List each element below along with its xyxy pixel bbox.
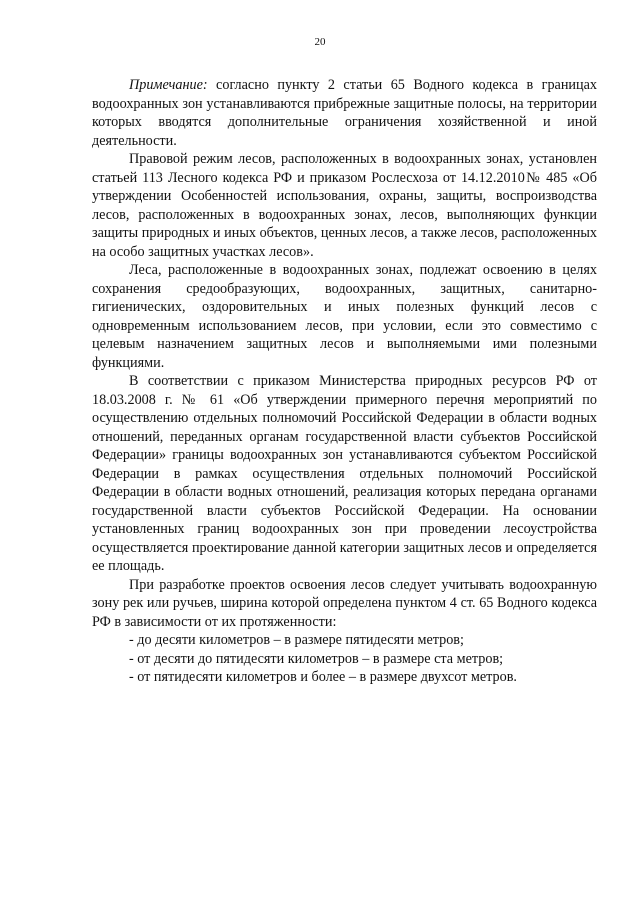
list-item: - от десяти до пятидесяти километров – в размере ста метров; — [129, 650, 504, 667]
list-item: - от пятидесяти километров и более – в размере двухсот метров. — [129, 669, 517, 685]
paragraph-project-development: При разработке проектов освоения лесов следует учитывать водоохранную зону рек или ручьев, ширина которой определена пунктом 4 ст. 65 Водного кодекса РФ в зависимости от их протяженности: — [92, 576, 597, 630]
width-list — [92, 631, 597, 687]
note-label: Примечание: — [129, 77, 208, 93]
paragraph-legal-regime: Правовой режим лесов, расположенных в водоохранных зонах, установлен статьей 113 Лесного кодекса РФ и приказом Рослесхоза от 14.12.2010№ 485 «Об утверждении Особенностей использования, охраны, защиты, воспроизводства лесов, расположенных в водоохранных зонах, лесов, выполняющих функции защиты природных и иных объектов, ценных лесов, а также лесов, расположенных на особо защитных участках лесов». — [92, 151, 597, 260]
note-text: согласно пункту 2 статьи 65 Водного кодекса в границах водоохранных зон устанавливаются прибрежные защитные полосы, на территории которых вводятся дополнительные ограничения хозяйственной и иной деятельности. — [92, 77, 597, 149]
document-body — [92, 76, 597, 687]
paragraph-forest-development: Леса, расположенные в водоохранных зонах, подлежат освоению в целях сохранения средообразующих, водоохранных, защитных, санитарно-гигиенических, оздоровительных и иных полезных функций лесов с одновременным использованием лесов, при условии, если это совместимо с целевым назначением защитных лесов и выполняемыми ими полезными функциями. — [92, 262, 597, 371]
page-number: 20 — [314, 36, 326, 48]
list-item: - до десяти километров – в размере пятидесяти метров; — [129, 632, 464, 648]
paragraph-ministry-order: В соответствии с приказом Министерства природных ресурсов РФ от 18.03.2008 г. № 61 «Об утверждении примерного перечня мероприятий по осуществлению отдельных полномочий Российской Федерации в области водных отношений, переданных органам государственной власти субъектов Российской Федерации» границы водоохранных зон устанавливаются субъектом Российской Федерации в рамках осуществления отдельных полномочий Российской Федерации в области водных отношений, реализация которых передана органами государственной власти субъектов Российской Федерации. На основании установленных границ водоохранных зон при проведении лесоустройства осуществляется проектирование данной категории защитных лесов и определяется ее площадь. — [92, 373, 597, 574]
note-paragraph — [92, 76, 597, 150]
